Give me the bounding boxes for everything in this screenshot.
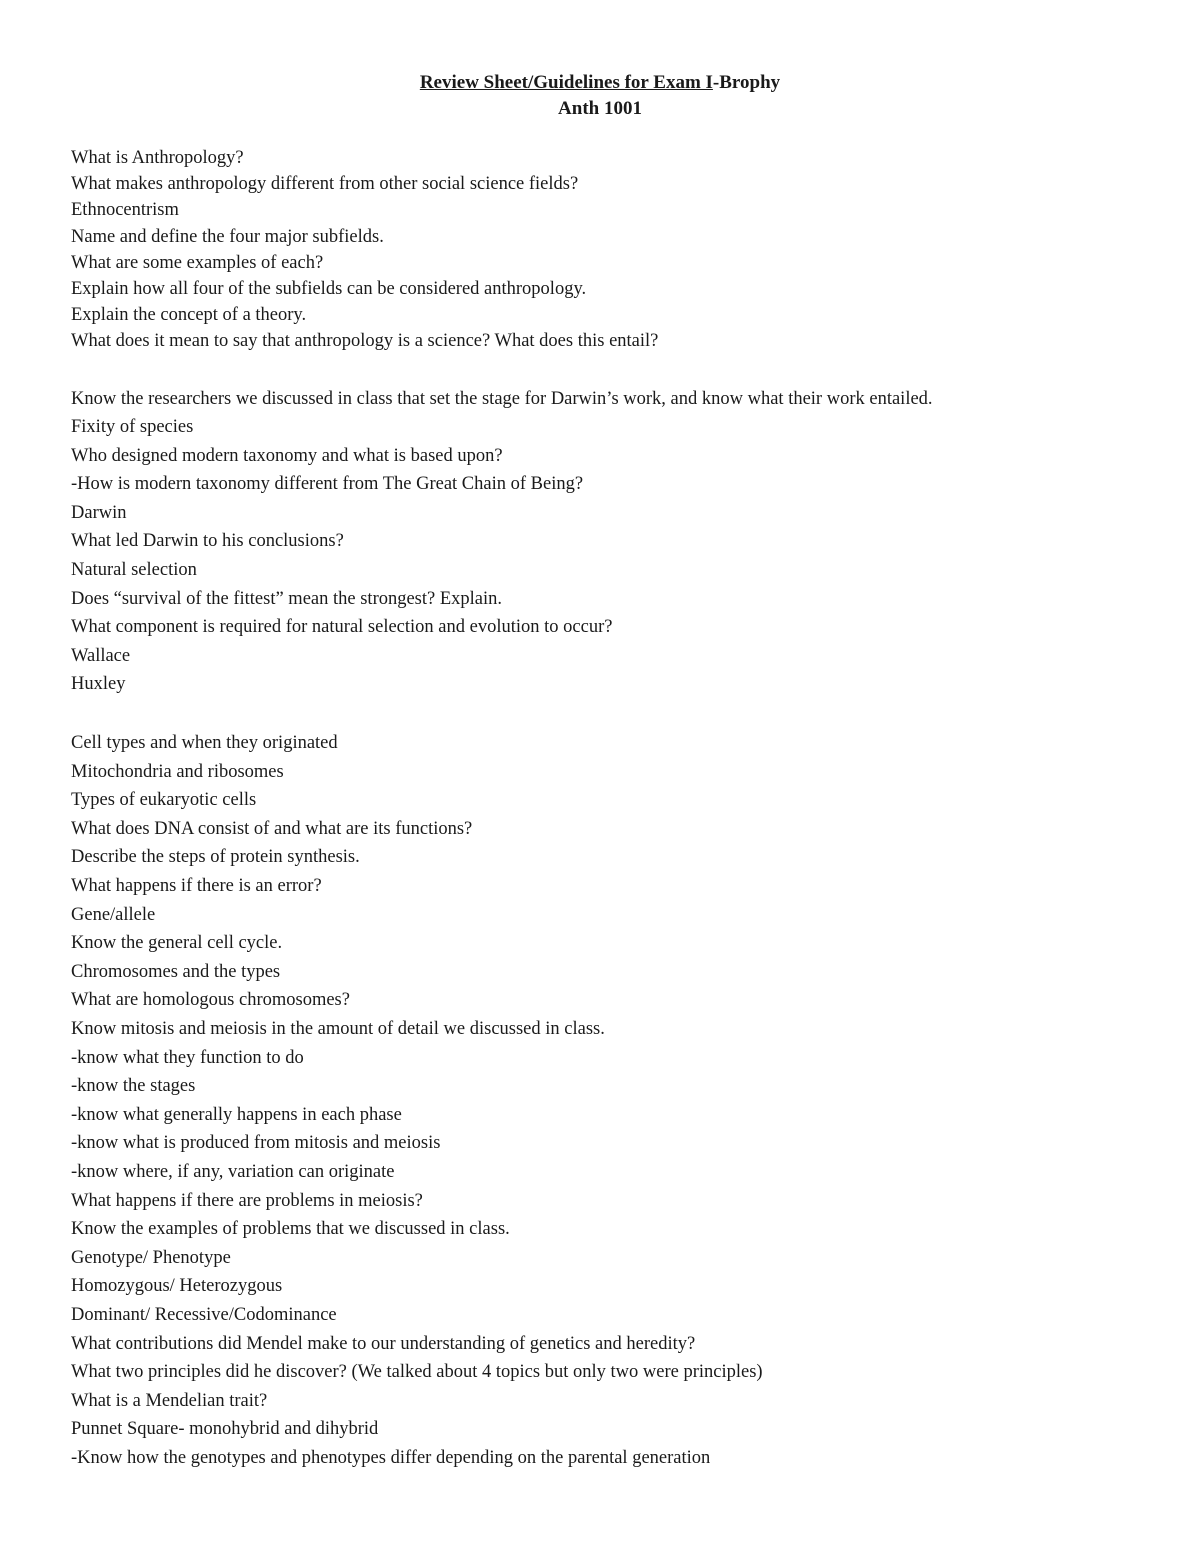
- list-item: What happens if there are problems in meiosis?: [71, 1190, 423, 1211]
- list-item: What does DNA consist of and what are its functions?: [71, 818, 473, 839]
- document-header: [0, 70, 1200, 122]
- list-item: Know the researchers we discussed in class that set the stage for Darwin’s work, and know what their work entailed.: [71, 388, 933, 409]
- section-anthropology: [71, 145, 1181, 355]
- section-spacer: [71, 355, 1181, 385]
- list-item: What led Darwin to his conclusions?: [71, 531, 344, 552]
- list-item: Huxley: [71, 674, 126, 695]
- title-author: -Brophy: [712, 72, 781, 93]
- list-item: What are some examples of each?: [71, 252, 324, 273]
- list-item: Ethnocentrism: [71, 200, 179, 221]
- list-item: Mitochondria and ribosomes: [71, 761, 284, 782]
- list-item: Name and define the four major subfields.: [71, 226, 384, 247]
- list-item: Know mitosis and meiosis in the amount of detail we discussed in class.: [71, 1018, 605, 1039]
- list-item: Types of eukaryotic cells: [71, 790, 257, 811]
- list-item: What is a Mendelian trait?: [71, 1390, 268, 1411]
- list-item: Who designed modern taxonomy and what is based upon?: [71, 445, 503, 466]
- list-item: Homozygous/ Heterozygous: [71, 1276, 283, 1297]
- list-item: Darwin: [71, 502, 127, 523]
- list-item: -know what they function to do: [71, 1047, 304, 1068]
- list-item: Dominant/ Recessive/Codominance: [71, 1304, 337, 1325]
- list-item: -How is modern taxonomy different from The Great Chain of Being?: [71, 474, 584, 495]
- list-item: Gene/allele: [71, 904, 156, 925]
- list-item: Natural selection: [71, 560, 197, 581]
- list-item: -know what is produced from mitosis and meiosis: [71, 1133, 441, 1154]
- list-item: What makes anthropology different from other social science fields?: [71, 174, 579, 195]
- title-underlined: Review Sheet/Guidelines for Exam I: [419, 72, 713, 93]
- list-item: Fixity of species: [71, 417, 194, 438]
- list-item: What are homologous chromosomes?: [71, 990, 350, 1011]
- list-item: What component is required for natural selection and evolution to occur?: [71, 617, 613, 638]
- list-item: -know the stages: [71, 1076, 196, 1097]
- list-item: Describe the steps of protein synthesis.: [71, 847, 360, 868]
- list-item: Does “survival of the fittest” mean the strongest? Explain.: [71, 588, 503, 609]
- list-item: -know what generally happens in each phase: [71, 1104, 402, 1125]
- list-item: Wallace: [71, 645, 131, 666]
- list-item: Punnet Square- monohybrid and dihybrid: [71, 1419, 379, 1440]
- list-item: Chromosomes and the types: [71, 961, 281, 982]
- list-item: -Know how the genotypes and phenotypes differ depending on the parental generation: [71, 1447, 711, 1468]
- course-code: Anth 1001: [558, 98, 642, 119]
- list-item: -know where, if any, variation can originate: [71, 1161, 395, 1182]
- list-item: Explain the concept of a theory.: [71, 305, 307, 326]
- list-item: Genotype/ Phenotype: [71, 1247, 231, 1268]
- list-item: Know the examples of problems that we discussed in class.: [71, 1219, 510, 1240]
- list-item: What is Anthropology?: [71, 148, 244, 168]
- list-item: Cell types and when they originated: [71, 733, 338, 754]
- list-item: What happens if there is an error?: [71, 876, 322, 896]
- document-title: [0, 70, 1200, 96]
- list-item: What two principles did he discover? (We talked about 4 topics but only two were principles): [71, 1362, 763, 1383]
- section-spacer: [71, 699, 1181, 729]
- review-body: [71, 145, 1181, 1472]
- list-item: Explain how all four of the subfields can be considered anthropology.: [71, 278, 587, 299]
- section-evolution: [71, 385, 1181, 700]
- section-genetics: [71, 729, 1181, 1472]
- list-item: What contributions did Mendel make to our understanding of genetics and heredity?: [71, 1333, 696, 1354]
- list-item: What does it mean to say that anthropology is a science? What does this entail?: [71, 331, 659, 352]
- list-item: Know the general cell cycle.: [71, 933, 283, 954]
